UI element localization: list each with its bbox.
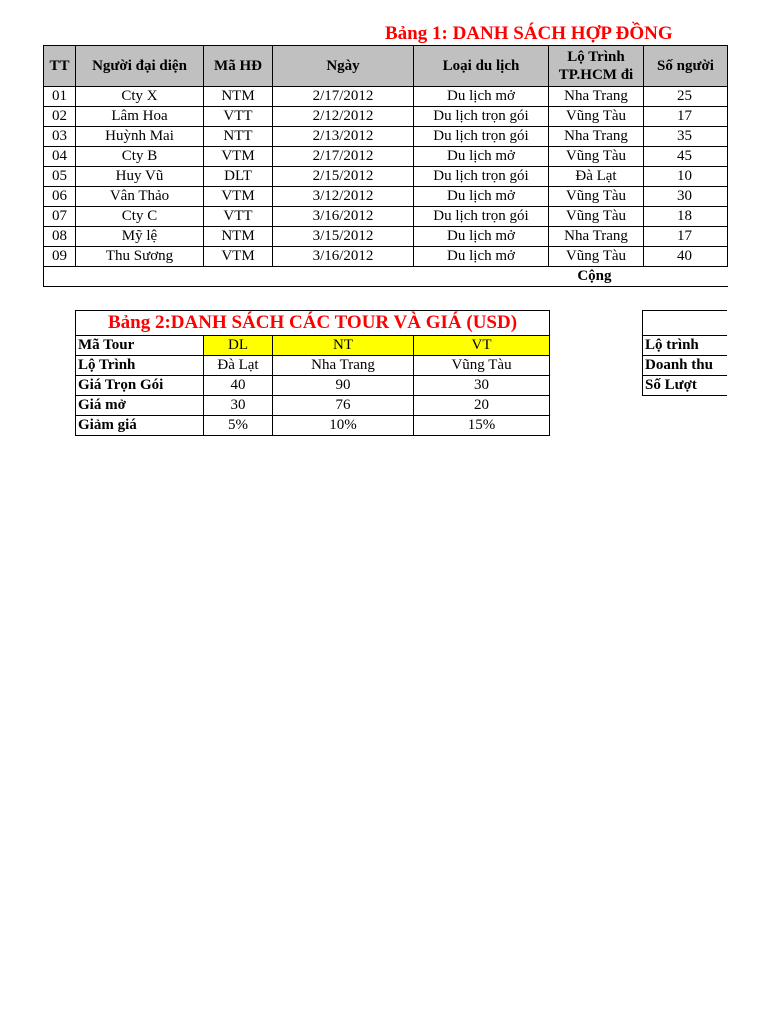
header-lo-trinh[interactable]: Lộ Trình TP.HCM đi bbox=[549, 46, 644, 87]
cell-loai[interactable]: Du lịch trọn gói bbox=[414, 107, 549, 127]
cell-ma[interactable]: VTM bbox=[204, 247, 273, 267]
row-label[interactable]: Mã Tour bbox=[76, 336, 204, 356]
cell-value[interactable]: 20 bbox=[414, 396, 550, 416]
header-ngay[interactable]: Ngày bbox=[273, 46, 414, 87]
cell-tt[interactable]: 06 bbox=[44, 187, 76, 207]
table-row bbox=[76, 336, 550, 356]
cell-songuoi[interactable]: 45 bbox=[644, 147, 728, 167]
header-loai-du-lich[interactable]: Loại du lịch bbox=[414, 46, 549, 87]
cell-nguoi[interactable]: Cty B bbox=[76, 147, 204, 167]
cell-ngay[interactable]: 2/17/2012 bbox=[273, 87, 414, 107]
cell-ma[interactable]: NTM bbox=[204, 227, 273, 247]
cell-nguoi[interactable]: Lâm Hoa bbox=[76, 107, 204, 127]
table-row bbox=[76, 396, 550, 416]
cell-ma[interactable]: NTM bbox=[204, 87, 273, 107]
cell-ngay[interactable]: 2/13/2012 bbox=[273, 127, 414, 147]
cell-lotrinh[interactable]: Nha Trang bbox=[549, 87, 644, 107]
cell-songuoi[interactable]: 25 bbox=[644, 87, 728, 107]
cell-tt[interactable]: 07 bbox=[44, 207, 76, 227]
cell-loai[interactable]: Du lịch trọn gói bbox=[414, 167, 549, 187]
row-label[interactable]: Giá mở bbox=[76, 396, 204, 416]
cell-value[interactable]: NT bbox=[273, 336, 414, 356]
cell-tt[interactable]: 02 bbox=[44, 107, 76, 127]
table1-header-row bbox=[44, 46, 728, 87]
row-label[interactable]: Giảm giá bbox=[76, 416, 204, 436]
table-row bbox=[76, 356, 550, 376]
cell-ma[interactable]: NTT bbox=[204, 127, 273, 147]
cell-songuoi[interactable]: 40 bbox=[644, 247, 728, 267]
table-row bbox=[44, 207, 728, 227]
cell-tt[interactable]: 01 bbox=[44, 87, 76, 107]
cell-value[interactable]: 40 bbox=[204, 376, 273, 396]
cell-value[interactable]: Nha Trang bbox=[273, 356, 414, 376]
cell-nguoi[interactable]: Thu Sương bbox=[76, 247, 204, 267]
cell-ngay[interactable]: 2/12/2012 bbox=[273, 107, 414, 127]
cell-ma[interactable]: VTM bbox=[204, 187, 273, 207]
cell-ngay[interactable]: 3/16/2012 bbox=[273, 247, 414, 267]
cell-value[interactable]: 15% bbox=[414, 416, 550, 436]
table2-title[interactable]: Bảng 2:DANH SÁCH CÁC TOUR VÀ GIÁ (USD) bbox=[76, 311, 550, 336]
cell-lotrinh[interactable]: Vũng Tàu bbox=[549, 187, 644, 207]
cell-value[interactable]: Vũng Tàu bbox=[414, 356, 550, 376]
total-value-cell[interactable] bbox=[644, 267, 728, 287]
table-row bbox=[44, 107, 728, 127]
header-so-nguoi[interactable]: Số người bbox=[644, 46, 728, 87]
row-label[interactable]: Giá Trọn Gói bbox=[76, 376, 204, 396]
cell-value[interactable]: DL bbox=[204, 336, 273, 356]
cell-loai[interactable]: Du lịch mở bbox=[414, 147, 549, 167]
cell-loai[interactable]: Du lịch trọn gói bbox=[414, 207, 549, 227]
cell-songuoi[interactable]: 30 bbox=[644, 187, 728, 207]
cell-nguoi[interactable]: Mỹ lệ bbox=[76, 227, 204, 247]
cell-tt[interactable]: 03 bbox=[44, 127, 76, 147]
cell-nguoi[interactable]: Huỳnh Mai bbox=[76, 127, 204, 147]
cell-loai[interactable]: Du lịch mở bbox=[414, 87, 549, 107]
cell-tt[interactable]: 09 bbox=[44, 247, 76, 267]
cell-ma[interactable]: VTT bbox=[204, 207, 273, 227]
cell-value[interactable]: 5% bbox=[204, 416, 273, 436]
table-row bbox=[44, 227, 728, 247]
table-row bbox=[44, 147, 728, 167]
cell-value[interactable]: 90 bbox=[273, 376, 414, 396]
cell-ngay[interactable]: 3/16/2012 bbox=[273, 207, 414, 227]
summary-label-so-luot[interactable]: Số Lượt bbox=[643, 376, 728, 396]
cell-ma[interactable]: VTT bbox=[204, 107, 273, 127]
header-ma-hd[interactable]: Mã HĐ bbox=[204, 46, 273, 87]
cell-tt[interactable]: 05 bbox=[44, 167, 76, 187]
cell-lotrinh[interactable]: Vũng Tàu bbox=[549, 247, 644, 267]
header-tt[interactable]: TT bbox=[44, 46, 76, 87]
cell-value[interactable]: VT bbox=[414, 336, 550, 356]
cell-ma[interactable]: VTM bbox=[204, 147, 273, 167]
table1-total-row bbox=[44, 267, 728, 287]
cell-nguoi[interactable]: Cty X bbox=[76, 87, 204, 107]
cell-songuoi[interactable]: 17 bbox=[644, 107, 728, 127]
cell-songuoi[interactable]: 10 bbox=[644, 167, 728, 187]
header-nguoi-dai-dien[interactable]: Người đại diện bbox=[76, 46, 204, 87]
cell-ngay[interactable]: 3/12/2012 bbox=[273, 187, 414, 207]
cell-lotrinh[interactable]: Vũng Tàu bbox=[549, 107, 644, 127]
table-row bbox=[76, 416, 550, 436]
cell-ma[interactable]: DLT bbox=[204, 167, 273, 187]
cell-songuoi[interactable]: 17 bbox=[644, 227, 728, 247]
cell-loai[interactable]: Du lịch trọn gói bbox=[414, 127, 549, 147]
contract-list-table bbox=[43, 45, 728, 287]
table-row bbox=[44, 187, 728, 207]
cell-lotrinh[interactable]: Nha Trang bbox=[549, 127, 644, 147]
cell-nguoi[interactable]: Huy Vũ bbox=[76, 167, 204, 187]
cell-ngay[interactable]: 3/15/2012 bbox=[273, 227, 414, 247]
cell-tt[interactable]: 04 bbox=[44, 147, 76, 167]
table1-title: Bảng 1: DANH SÁCH HỢP ĐỒNG bbox=[385, 23, 673, 44]
cell-ngay[interactable]: 2/15/2012 bbox=[273, 167, 414, 187]
cell-songuoi[interactable]: 35 bbox=[644, 127, 728, 147]
cell-lotrinh[interactable]: Vũng Tàu bbox=[549, 147, 644, 167]
cell-lotrinh[interactable]: Vũng Tàu bbox=[549, 207, 644, 227]
table-row bbox=[76, 376, 550, 396]
cell-value[interactable]: 76 bbox=[273, 396, 414, 416]
cell-nguoi[interactable]: Cty C bbox=[76, 207, 204, 227]
cell-value[interactable]: 10% bbox=[273, 416, 414, 436]
row-label[interactable]: Lộ Trình bbox=[76, 356, 204, 376]
cell-loai[interactable]: Du lịch mở bbox=[414, 247, 549, 267]
cell-songuoi[interactable]: 18 bbox=[644, 207, 728, 227]
table-row bbox=[44, 87, 728, 107]
cell-value[interactable]: 30 bbox=[414, 376, 550, 396]
table-row bbox=[44, 167, 728, 187]
summary-header-cell[interactable] bbox=[643, 311, 728, 336]
cell-nguoi[interactable]: Vân Thảo bbox=[76, 187, 204, 207]
cell-tt[interactable]: 08 bbox=[44, 227, 76, 247]
table2-title-row bbox=[76, 311, 550, 336]
cell-value[interactable]: Đà Lạt bbox=[204, 356, 273, 376]
summary-table bbox=[642, 310, 727, 396]
table-row bbox=[44, 247, 728, 267]
summary-label-doanh-thu[interactable]: Doanh thu bbox=[643, 356, 728, 376]
total-label-cell[interactable]: Cộng bbox=[44, 267, 644, 287]
cell-loai[interactable]: Du lịch mở bbox=[414, 227, 549, 247]
summary-label-lo-trinh[interactable]: Lộ trình bbox=[643, 336, 728, 356]
cell-ngay[interactable]: 2/17/2012 bbox=[273, 147, 414, 167]
table-row bbox=[44, 127, 728, 147]
cell-value[interactable]: 30 bbox=[204, 396, 273, 416]
cell-loai[interactable]: Du lịch mở bbox=[414, 187, 549, 207]
tour-price-table bbox=[75, 310, 550, 436]
cell-lotrinh[interactable]: Đà Lạt bbox=[549, 167, 644, 187]
cell-lotrinh[interactable]: Nha Trang bbox=[549, 227, 644, 247]
